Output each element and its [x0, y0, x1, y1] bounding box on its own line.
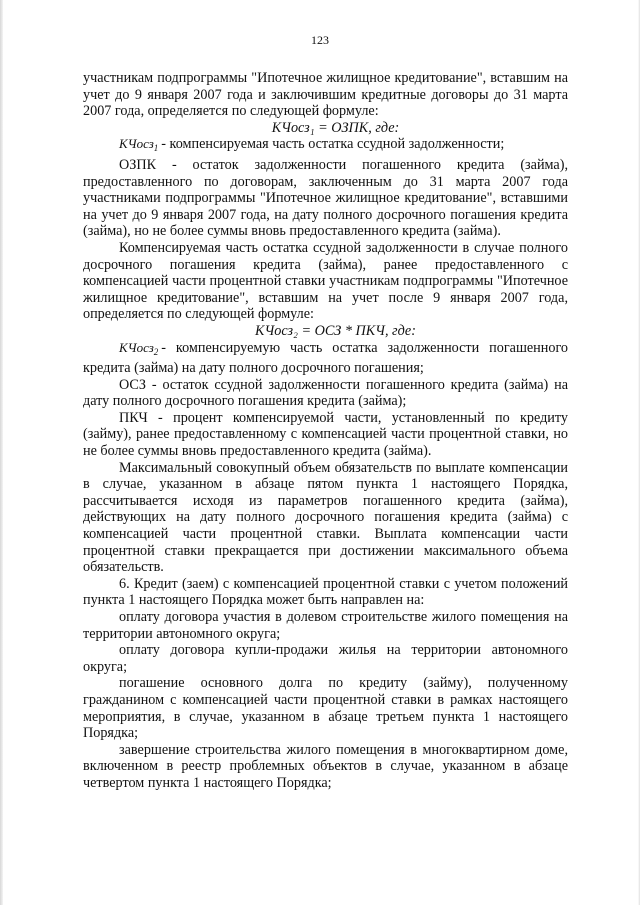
definition-osz: ОСЗ - остаток ссудной задолженности погашенного кредита (займа) на дату полного досрочного погашения кредита (займа);: [83, 376, 568, 410]
page-number: 123: [311, 33, 329, 47]
list-item-2: оплату договора купли-продажи жилья на территории автономного округа;: [83, 642, 568, 675]
scan-edge-left: [0, 0, 3, 905]
definition-ozpk: ОЗПК - остаток задолженности погашенного кредита (займа), предоставленного по договорам, заключенным до 31 марта 2007 года участниками подпрограммы "Ипотечное жилищное кредитование", вставшими на учет до 9 января 2007 года, на дату полного досрочного погашения кредита (займа), но не более суммы вновь предоставленного кредита (займа).: [83, 156, 568, 240]
definition-k2: [83, 340, 568, 377]
paragraph-max-obligations: Максимальный совокупный объем обязательств по выплате компенсации в случае, указанном в абзаце пятом пункта 1 настоящего Порядка, рассчитывается исходя из параметров погашенного кредита (займа), действующих на дату полного досрочного погашения кредита (займа) с компенсацией части процентной ставки. Выплата компенсации части процентной ставки прекращается при достижении максимального объема обязательств.: [83, 459, 568, 576]
symbol-k1-subscript: 1: [153, 143, 159, 154]
formula-1: КЧосз₁ = ОЗПК, где:: [271, 119, 400, 136]
definition-pkch: ПКЧ - процент компенсируемой части, установленный по кредиту (займу), ранее предоставленному с компенсацией части процентной ставки, но не более суммы вновь предоставленного кредита (займа).: [83, 409, 568, 460]
symbol-k2-subscript: 2: [153, 346, 159, 357]
symbol-k2-text: КЧосз: [119, 339, 154, 355]
list-item-1: оплату договора участия в долевом строительстве жилого помещения на территории автономного округа;: [83, 609, 568, 642]
definition-k2-text: - компенсируемую часть остатка задолженности погашенного кредита (займа) на дату полного досрочного погашения;: [83, 339, 568, 377]
list-item-4: завершение строительства жилого помещения в многоквартирном доме, включенном в реестр проблемных объектов в случае, указанном в абзаце четвертом пункта 1 настоящего Порядка;: [83, 741, 568, 791]
symbol-k2: [119, 340, 158, 355]
definition-k1: [83, 136, 568, 157]
paragraph-clause-6: 6. Кредит (заем) с компенсацией процентной ставки с учетом положений пункта 1 настоящего Порядка может быть направлен на:: [83, 575, 568, 609]
paragraph-compensation: Компенсируемая часть остатка ссудной задолженности в случае полного досрочного погашения кредита (займа), ранее предоставленного с компенсацией части процентной ставки участникам подпрограммы "Ипотечное жилищное кредитование", вставшим на учет после 9 января 2007 года, определяется по следующей формуле:: [83, 239, 568, 323]
list-item-3: погашение основного долга по кредиту (займу), полученному гражданином с компенсацией части процентной ставки в рамках настоящего мероприятия, в случае, указанном в абзаце третьем пункта 1 настоящего Порядка;: [83, 675, 568, 742]
document-body: [83, 70, 568, 792]
formula-2: КЧосз₂ = ОСЗ * ПКЧ, где:: [255, 322, 416, 339]
symbol-k1-text: КЧосз: [119, 136, 154, 152]
symbol-k1: [119, 136, 159, 154]
paragraph-intro: участникам подпрограммы "Ипотечное жилищное кредитование", вставшим на учет до 9 января 2007 года и заключившим кредитные договоры до 31 марта 2007 года, определяется по следующей формуле:: [83, 70, 568, 120]
definition-k1-text: - компенсируемая часть остатка ссудной задолженности;: [161, 136, 505, 153]
